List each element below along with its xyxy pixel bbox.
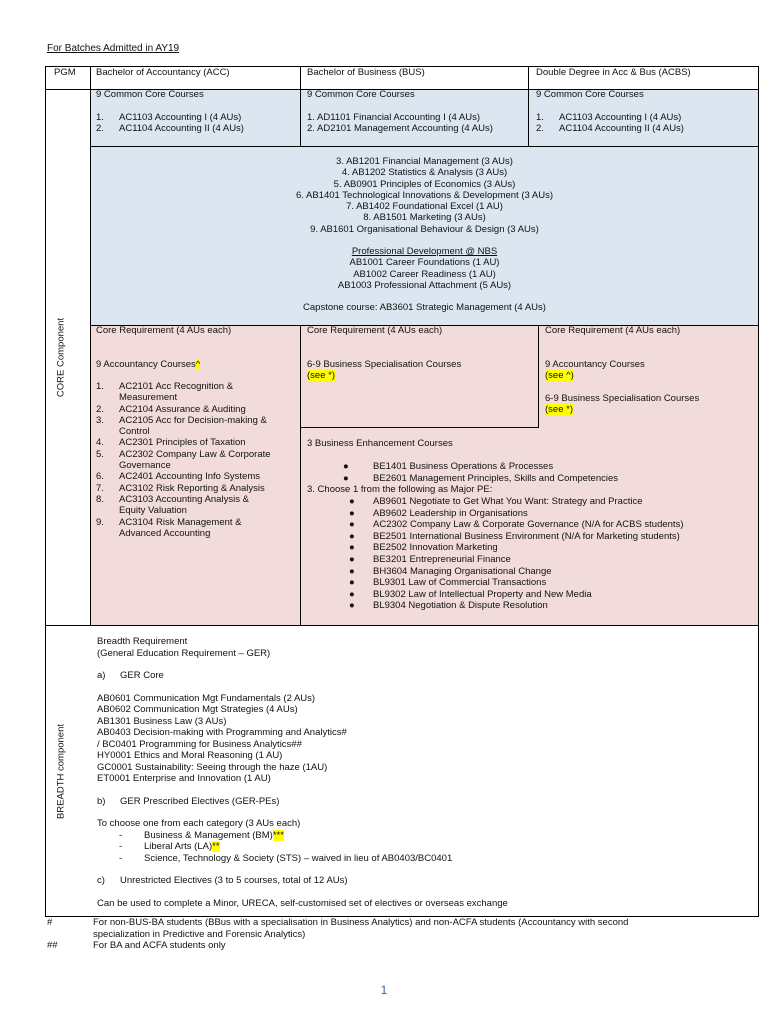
enhancement-choose: 3. Choose 1 from the following as Major PE: — [307, 484, 493, 495]
bus-common-2: 2. AD2101 Management Accounting (4 AUs) — [307, 123, 493, 134]
list-item: HY0001 Ethics and Moral Reasoning (1 AU) — [97, 750, 283, 761]
enhancement-bullets — [343, 461, 618, 484]
ger-pe-choose: To choose one from each category (3 AUs each) — [97, 818, 301, 829]
bus-common-1: 1. AD1101 Financial Accounting I (4 AUs) — [307, 112, 481, 123]
header-acc: Bachelor of Accountancy (ACC) — [96, 67, 230, 78]
list-item: AB0601 Communication Mgt Fundamentals (2 AUs) — [97, 692, 316, 704]
acc-core-req-heading: Core Requirement (4 AUs each) — [96, 325, 232, 336]
shared-core-item: 5. AB0901 Principles of Economics (3 AUs) — [333, 178, 516, 190]
list-item: 4. AC2301 Principles of Taxation — [96, 437, 246, 449]
acc-common-1: 1. AC1103 Accounting I (4 AUs) — [96, 112, 242, 123]
shared-core-item: 7. AB1402 Foundational Excel (1 AU) — [346, 201, 503, 213]
capstone-course: Capstone course: AB3601 Strategic Management (4 AUs) — [303, 302, 546, 314]
list-item: ● BL9301 Law of Commercial Transactions — [349, 577, 547, 589]
prof-dev-item: AB1001 Career Foundations (1 AU) — [349, 257, 500, 269]
list-item: 3. AC2105 Acc for Decision-making & — [96, 414, 267, 426]
bus-specialisation-title: 6-9 Business Specialisation Courses — [307, 359, 462, 370]
list-item: AB0602 Communication Mgt Strategies (4 AUs) — [97, 704, 298, 715]
shared-core-item: 3. AB1201 Financial Management (3 AUs) — [336, 156, 513, 167]
list-item: 9. AC3104 Risk Management & — [96, 516, 242, 528]
acbs-common-2: 2. AC1104 Accounting II (4 AUs) — [536, 123, 684, 134]
ger-pe-heading: b) GER Prescribed Electives (GER-PEs) — [97, 795, 280, 807]
acc-courses-title: 9 Accountancy Courses^ — [96, 359, 201, 370]
breadth-subheading: (General Education Requirement – GER) — [97, 647, 271, 659]
list-item: ● AB9601 Negotiate to Get What You Want: Strategy and Practice — [349, 496, 643, 507]
shared-core-item: 8. AB1501 Marketing (3 AUs) — [363, 212, 486, 224]
acbs-see-star: (see *) — [545, 404, 573, 415]
list-item: ● BE2501 International Business Environment (N/A for Marketing students) — [349, 530, 680, 542]
breadth-heading: Breadth Requirement — [97, 636, 188, 647]
shared-core-item: 4. AB1202 Statistics & Analysis (3 AUs) — [341, 167, 508, 179]
prof-dev-item: AB1002 Career Readiness (1 AU) — [353, 268, 496, 280]
acbs-common-heading: 9 Common Core Courses — [536, 89, 644, 100]
list-item: ● BE1401 Business Operations & Processes — [343, 461, 554, 472]
enhancement-heading: 3 Business Enhancement Courses — [307, 438, 453, 449]
acbs-see-caret: (see ^) — [545, 370, 574, 381]
footnote-text: For non-BUS-BA students (BBus with a specialisation in Business Analytics) and non-ACFA students (Accountancy with second — [93, 917, 629, 928]
list-item: ● AB9602 Leadership in Organisations — [349, 507, 528, 519]
shared-core-item: 9. AB1601 Organisational Behaviour & Design (3 AUs) — [310, 223, 539, 235]
acbs-core-req-heading: Core Requirement (4 AUs each) — [545, 325, 681, 336]
list-item: 8. AC3103 Accounting Analysis & — [96, 493, 249, 505]
list-item: ● BL9302 Law of Intellectual Property and New Media — [349, 588, 592, 600]
footnote-text: For BA and ACFA students only — [93, 940, 226, 951]
bus-common-heading: 9 Common Core Courses — [307, 89, 415, 100]
acc-common-heading: 9 Common Core Courses — [96, 89, 204, 100]
list-item: 1. AC2101 Acc Recognition & — [96, 381, 234, 392]
list-item: 6. AC2401 Accounting Info Systems — [96, 471, 260, 483]
breadth-section — [97, 636, 508, 909]
list-item: 2. AC2104 Assurance & Auditing — [96, 403, 246, 415]
shared-core-list — [91, 156, 758, 314]
major-pe-list — [349, 496, 684, 612]
page-title: For Batches Admitted in AY19 — [47, 43, 180, 54]
page-number: 1 — [380, 983, 388, 997]
list-item: AB0403 Decision-making with Programming and Analytics# — [97, 727, 347, 738]
header-acbs: Double Degree in Acc & Bus (ACBS) — [536, 67, 691, 78]
bus-core-req-heading: Core Requirement (4 AUs each) — [307, 325, 443, 336]
list-item: ● BE2601 Management Principles, Skills and Competencies — [343, 472, 619, 484]
unrestricted-heading: c) Unrestricted Electives (3 to 5 courses, total of 12 AUs) — [97, 875, 348, 886]
acbs-common-1: 1. AC1103 Accounting I (4 AUs) — [536, 112, 682, 123]
list-item: ET0001 Enterprise and Innovation (1 AU) — [97, 773, 271, 784]
unrestricted-note: Can be used to complete a Minor, URECA, self-customised set of electives or overseas exchange — [97, 897, 508, 909]
footnote-text: specialization in Predictive and Forensic Analytics) — [93, 929, 306, 940]
shared-core-item: 6. AB1401 Technological Innovations & Development (3 AUs) — [295, 189, 553, 201]
list-item: ● BH3604 Managing Organisational Change — [349, 565, 552, 577]
list-item: ● BE2502 Innovation Marketing — [349, 542, 498, 554]
list-item: AB1301 Business Law (3 AUs) — [97, 715, 227, 727]
acbs-acc-title: 9 Accountancy Courses — [545, 359, 645, 370]
footnote-mark: # — [47, 917, 53, 928]
breadth-component-label: BREADTH component — [55, 723, 67, 820]
list-item: 7. AC3102 Risk Reporting & Analysis — [96, 482, 265, 494]
list-item: - Business & Management (BM)*** — [119, 829, 284, 841]
list-item: - Liberal Arts (LA)** — [119, 841, 220, 852]
list-item: - Science, Technology & Society (STS) – waived in lieu of AB0403/BC0401 — [119, 852, 453, 864]
footnote-mark: ## — [47, 940, 58, 951]
header-bus: Bachelor of Business (BUS) — [307, 67, 425, 78]
ger-core-heading: a) GER Core — [97, 670, 164, 681]
acc-common-2: 2. AC1104 Accounting II (4 AUs) — [96, 123, 244, 134]
header-pgm: PGM — [54, 67, 76, 78]
acbs-spec-title: 6-9 Business Specialisation Courses — [545, 393, 700, 404]
prof-dev-item: AB1003 Professional Attachment (5 AUs) — [337, 279, 512, 291]
list-item: ● AC2302 Company Law & Corporate Governance (N/A for ACBS students) — [349, 519, 684, 531]
list-item: ● BL9304 Negotiation & Dispute Resolution — [349, 600, 548, 612]
bus-see-star: (see *) — [307, 370, 335, 381]
acc-course-list: 1. AC2101 Acc Recognition & Measurement 2. AC2104 Assurance & Auditing 3. AC2105 Acc for Decision-making & Control 4. AC2301 Principles of Taxation 5. AC2302 Company Law & Corporate Governance 6. AC2401 Accounting Info Systems 7. AC3102 Risk Reporting & Analysis 8. AC3103 Accounting Analysis & Equity Valuation 9. AC3104 Risk Management & Advanced Accounting — [96, 381, 296, 539]
list-item: GC0001 Sustainability: Seeing through the haze (1AU) — [97, 761, 328, 773]
list-item: 5. AC2302 Company Law & Corporate — [96, 448, 271, 460]
list-item: / BC0401 Programming for Business Analytics## — [97, 738, 302, 750]
list-item: ● BE3201 Entrepreneurial Finance — [349, 553, 511, 565]
prof-dev-heading: Professional Development @ NBS — [351, 246, 498, 258]
core-component-label: CORE Component — [55, 317, 67, 398]
